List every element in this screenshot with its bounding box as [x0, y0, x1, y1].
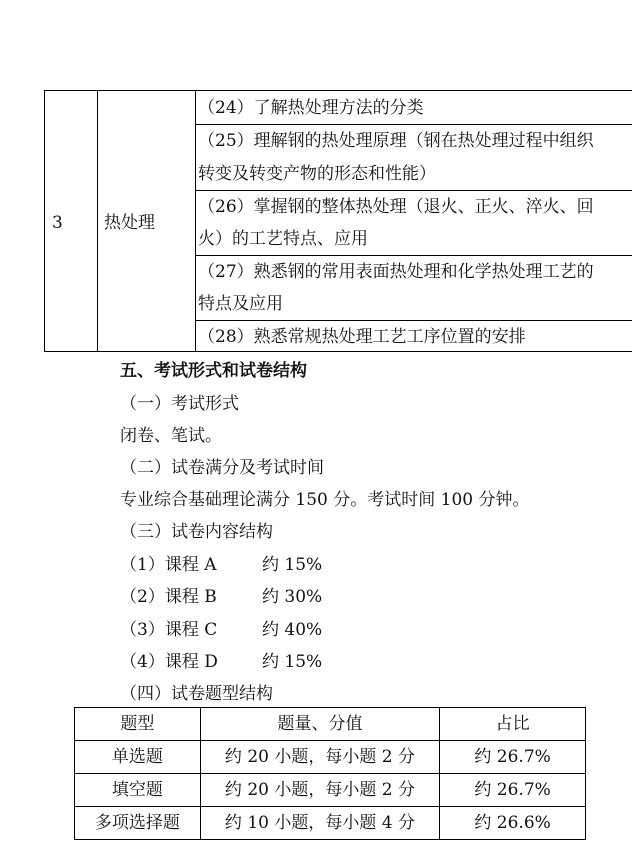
column-header: 占比: [440, 708, 586, 741]
syllabus-item-continued: 转变及转变产物的形态和性能）: [198, 164, 436, 184]
section-title: 五、考试形式和试卷结构: [120, 361, 307, 381]
question-count-score: 约 20 小题，每小题 2 分: [200, 741, 439, 774]
subsection-heading: （一）考试形式: [120, 394, 239, 414]
syllabus-item: （24）了解热处理方法的分类: [198, 98, 424, 118]
table-column-divider: [97, 90, 98, 352]
column-header: 题型: [75, 708, 201, 741]
course-share: 约 15%: [262, 652, 323, 672]
question-type: 填空题: [75, 774, 201, 807]
course-share: 约 15%: [262, 555, 323, 575]
question-share: 约 26.7%: [440, 774, 586, 807]
question-share: 约 26.6%: [440, 807, 586, 840]
question-type: 单选题: [75, 741, 201, 774]
course-name: （1）课程 A: [120, 555, 217, 575]
table-row-divider: [195, 124, 632, 125]
body-text: 闭卷、笔试。: [120, 426, 222, 446]
course-name: （4）课程 D: [120, 652, 218, 672]
table-row: [75, 774, 586, 807]
question-structure-table: [74, 707, 586, 840]
syllabus-item: （26）掌握钢的整体热处理（退火、正火、淬火、回: [198, 197, 594, 217]
subsection-heading: （三）试卷内容结构: [120, 522, 273, 542]
table-row: [75, 741, 586, 774]
course-share: 约 40%: [262, 620, 323, 640]
syllabus-item-continued: 火）的工艺特点、应用: [198, 229, 368, 249]
course-name: （3）课程 C: [120, 620, 218, 640]
syllabus-item-continued: 特点及应用: [198, 294, 283, 314]
question-share: 约 26.7%: [440, 741, 586, 774]
table-column-divider: [195, 90, 196, 352]
syllabus-item: （25）理解钢的热处理原理（钢在热处理过程中组织: [198, 131, 594, 151]
syllabus-item: （27）熟悉钢的常用表面热处理和化学热处理工艺的: [198, 262, 594, 282]
row-number: 3: [52, 213, 63, 233]
table-row-divider: [195, 255, 632, 256]
topic-label: 热处理: [104, 213, 155, 233]
table-border-left: [44, 90, 45, 352]
subsection-heading: （二）试卷满分及考试时间: [120, 458, 324, 478]
course-name: （2）课程 B: [120, 587, 217, 607]
syllabus-item: （28）熟悉常规热处理工艺工序位置的安排: [198, 327, 526, 347]
table-row-divider: [195, 190, 632, 191]
table-border-top: [44, 90, 632, 91]
table-border-bottom: [44, 351, 632, 352]
table-row: [75, 807, 586, 840]
body-text: 专业综合基础理论满分 150 分。考试时间 100 分钟。: [120, 490, 530, 510]
column-header: 题量、分值: [200, 708, 439, 741]
question-count-score: 约 20 小题，每小题 2 分: [200, 774, 439, 807]
question-type: 多项选择题: [75, 807, 201, 840]
question-count-score: 约 10 小题，每小题 4 分: [200, 807, 439, 840]
subsection-heading: （四）试卷题型结构: [120, 684, 273, 704]
course-share: 约 30%: [262, 587, 323, 607]
table-row-divider: [195, 320, 632, 321]
table-header-row: [75, 708, 586, 741]
